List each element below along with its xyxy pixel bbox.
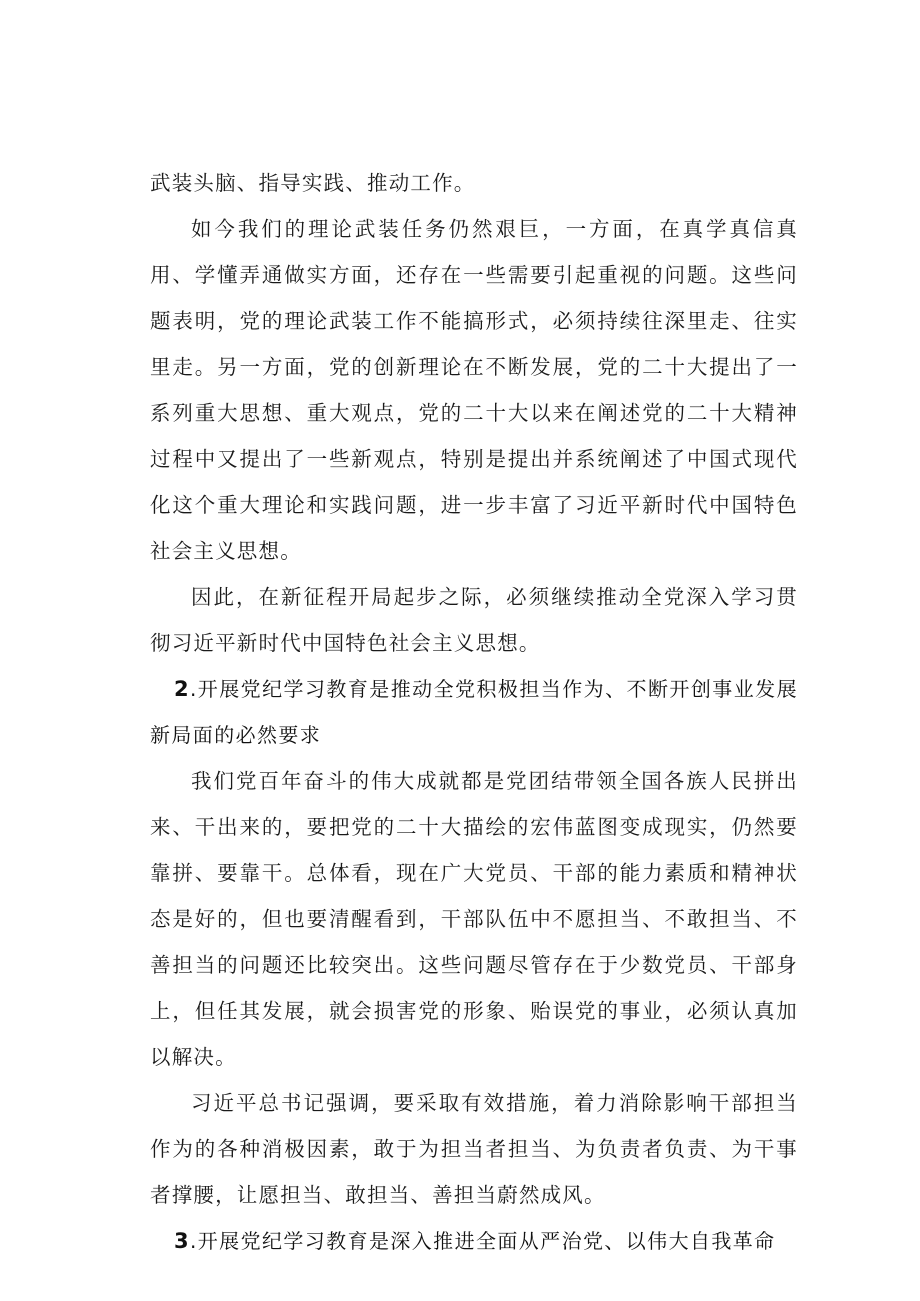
paragraph-theory-armament: 如今我们的理论武装任务仍然艰巨，一方面，在真学真信真用、学懂弄通做实方面，还存在一些需要引起重视的问题。这些问题表明，党的理论武装工作不能搞形式，必须持续往深里走、往实里走。另一方面，党的创新理论在不断发展，党的二十大提出了一系列重大思想、重大观点，党的二十大以来在阐述党的二十大精神过程中又提出了一些新观点，特别是提出并系统阐述了中国式现代化这个重大理论和实践问题，进一步丰富了习近平新时代中国特色社会主义思想。 [150, 217, 798, 563]
section-heading-2 [150, 666, 798, 758]
paragraph-secretary-emphasis: 习近平总书记强调，要采取有效措施，着力消除影响干部担当作为的各种消极因素，敢于为担当者担当、为负责者负责、为干事者撑腰，让愿担当、敢担当、善担当蔚然成风。 [150, 1091, 798, 1207]
paragraph-conclusion: 因此，在新征程开局起步之际，必须继续推动全党深入学习贯彻习近平新时代中国特色社会主义思想。 [150, 585, 798, 655]
section-number: 3 [174, 1229, 191, 1253]
section-heading-text: .开展党纪学习教育是深入推进全面从严治党、以伟大自我革命 [190, 1229, 776, 1253]
section-heading-3 [150, 1218, 798, 1264]
section-number: 2 [174, 677, 191, 701]
paragraph-achievements: 我们党百年奋斗的伟大成就都是党团结带领全国各族人民拼出来、干出来的，要把党的二十大描绘的宏伟蓝图变成现实，仍然要靠拼、要靠干。总体看，现在广大党员、干部的能力素质和精神状态是好的，但也要清醒看到，干部队伍中不愿担当、不敢担当、不善担当的问题还比较突出。这些问题尽管存在于少数党员、干部身上，但任其发展，就会损害党的形象、贻误党的事业，必须认真加以解决。 [150, 769, 798, 1069]
paragraph-continuation: 武装头脑、指导实践、推动工作。 [150, 171, 476, 195]
section-heading-text: .开展党纪学习教育是推动全党积极担当作为、不断开创事业发展新局面的必然要求 [150, 677, 798, 747]
document-body [150, 160, 798, 1264]
